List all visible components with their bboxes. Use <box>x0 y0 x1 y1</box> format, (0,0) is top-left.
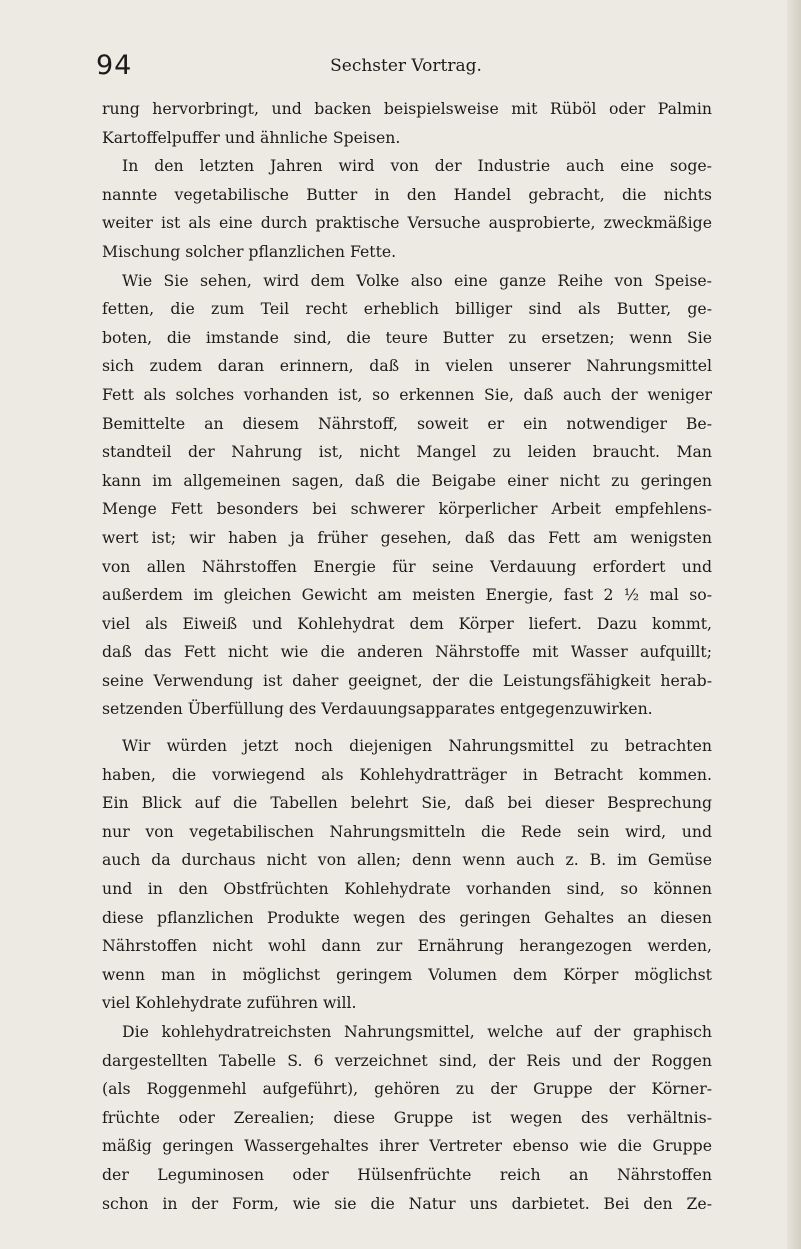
text-line: Wir würden jetzt noch diejenigen Nahrungsmittel zu betrachten <box>122 736 712 756</box>
text-line: und in den Obstfrüchten Kohlehydrate vorhanden sind, so können <box>102 879 712 899</box>
text-line: weiter ist als eine durch praktische Versuche ausprobierte, zweckmäßige <box>102 213 712 233</box>
text-line: der Leguminosen oder Hülsenfrüchte reich an Nährstoffen <box>102 1164 712 1184</box>
text-line: fetten, die zum Teil recht erheblich billiger sind als Butter, ge- <box>102 299 712 319</box>
text-line: Mischung solcher pflanzlichen Fette. <box>102 241 397 261</box>
paragraph-gap <box>102 724 712 732</box>
text-line: seine Verwendung ist daher geeignet, der die Leistungsfähigkeit herab- <box>102 670 712 690</box>
page-number: 94 <box>96 50 133 81</box>
paragraph <box>102 95 712 152</box>
text-line: Ein Blick auf die Tabellen belehrt Sie, daß bei dieser Besprechung <box>102 793 712 813</box>
text-line: Fett als solches vorhanden ist, so erkennen Sie, daß auch der weniger <box>102 384 712 404</box>
text-line: schon in der Form, wie sie die Natur uns darbietet. Bei den Ze- <box>102 1193 712 1213</box>
text-line: Wie Sie sehen, wird dem Volke also eine ganze Reihe von Speise- <box>122 270 712 290</box>
paragraph <box>102 732 712 1018</box>
text-line: mäßig geringen Wassergehaltes ihrer Vertreter ebenso wie die Gruppe <box>102 1136 712 1156</box>
text-line: setzenden Überfüllung des Verdauungsapparates entgegenzuwirken. <box>102 699 653 719</box>
body-text <box>102 95 712 1218</box>
text-line: rung hervorbringt, und backen beispielsweise mit Rüböl oder Palmin <box>102 99 712 118</box>
text-line: Bemittelte an diesem Nährstoff, soweit er ein notwendiger Be- <box>102 413 712 433</box>
paragraph <box>102 152 712 266</box>
text-line: Nährstoffen nicht wohl dann zur Ernährung herangezogen werden, <box>102 936 712 956</box>
text-line: außerdem im gleichen Gewicht am meisten Energie, fast 2 ½ mal so- <box>102 585 712 605</box>
text-line: Die kohlehydratreichsten Nahrungsmittel, welche auf der graphisch <box>122 1022 712 1041</box>
running-title: Sechster Vortrag. <box>330 56 482 76</box>
paragraph <box>102 267 712 725</box>
text-line: viel als Eiweiß und Kohlehydrat dem Körper liefert. Dazu kommt, <box>102 613 712 633</box>
text-line: sich zudem daran erinnern, daß in vielen unserer Nahrungsmittel <box>102 356 712 376</box>
text-line: auch da durchaus nicht von allen; denn wenn auch z. B. im Gemüse <box>102 850 712 870</box>
text-line: daß das Fett nicht wie die anderen Nährstoffe mit Wasser aufquillt; <box>102 642 712 662</box>
text-line: diese pflanzlichen Produkte wegen des geringen Gehaltes an diesen <box>102 907 712 927</box>
text-line: Kartoffelpuffer und ähnliche Speisen. <box>102 127 401 147</box>
text-line: viel Kohlehydrate zuführen will. <box>102 993 357 1013</box>
text-line: wert ist; wir haben ja früher gesehen, daß das Fett am wenigsten <box>102 527 712 547</box>
text-line: Menge Fett besonders bei schwerer körperlicher Arbeit empfehlens- <box>102 499 712 519</box>
text-line: boten, die imstande sind, die teure Butter zu ersetzen; wenn Sie <box>102 327 712 347</box>
text-line: nur von vegetabilischen Nahrungsmitteln die Rede sein wird, und <box>102 821 712 841</box>
page-header <box>96 50 716 84</box>
text-line: früchte oder Zerealien; diese Gruppe ist wegen des verhältnis- <box>102 1107 712 1127</box>
text-line: wenn man in möglichst geringem Volumen dem Körper möglichst <box>102 964 712 984</box>
text-line: kann im allgemeinen sagen, daß die Beigabe einer nicht zu geringen <box>102 470 712 490</box>
text-line: nannte vegetabilische Butter in den Handel gebracht, die nichts <box>102 184 712 204</box>
text-line: (als Roggenmehl aufgeführt), gehören zu der Gruppe der Körner- <box>102 1079 712 1099</box>
paragraph <box>102 1018 712 1218</box>
text-line: standteil der Nahrung ist, nicht Mangel zu leiden braucht. Man <box>102 442 712 462</box>
text-line: von allen Nährstoffen Energie für seine Verdauung erfordert und <box>102 556 712 576</box>
text-line: In den letzten Jahren wird von der Industrie auch eine soge- <box>122 156 712 176</box>
page-edge-shadow <box>787 0 801 1249</box>
text-line: haben, die vorwiegend als Kohlehydratträger in Betracht kommen. <box>102 764 712 784</box>
text-line: dargestellten Tabelle S. 6 verzeichnet sind, der Reis und der Roggen <box>102 1050 712 1070</box>
